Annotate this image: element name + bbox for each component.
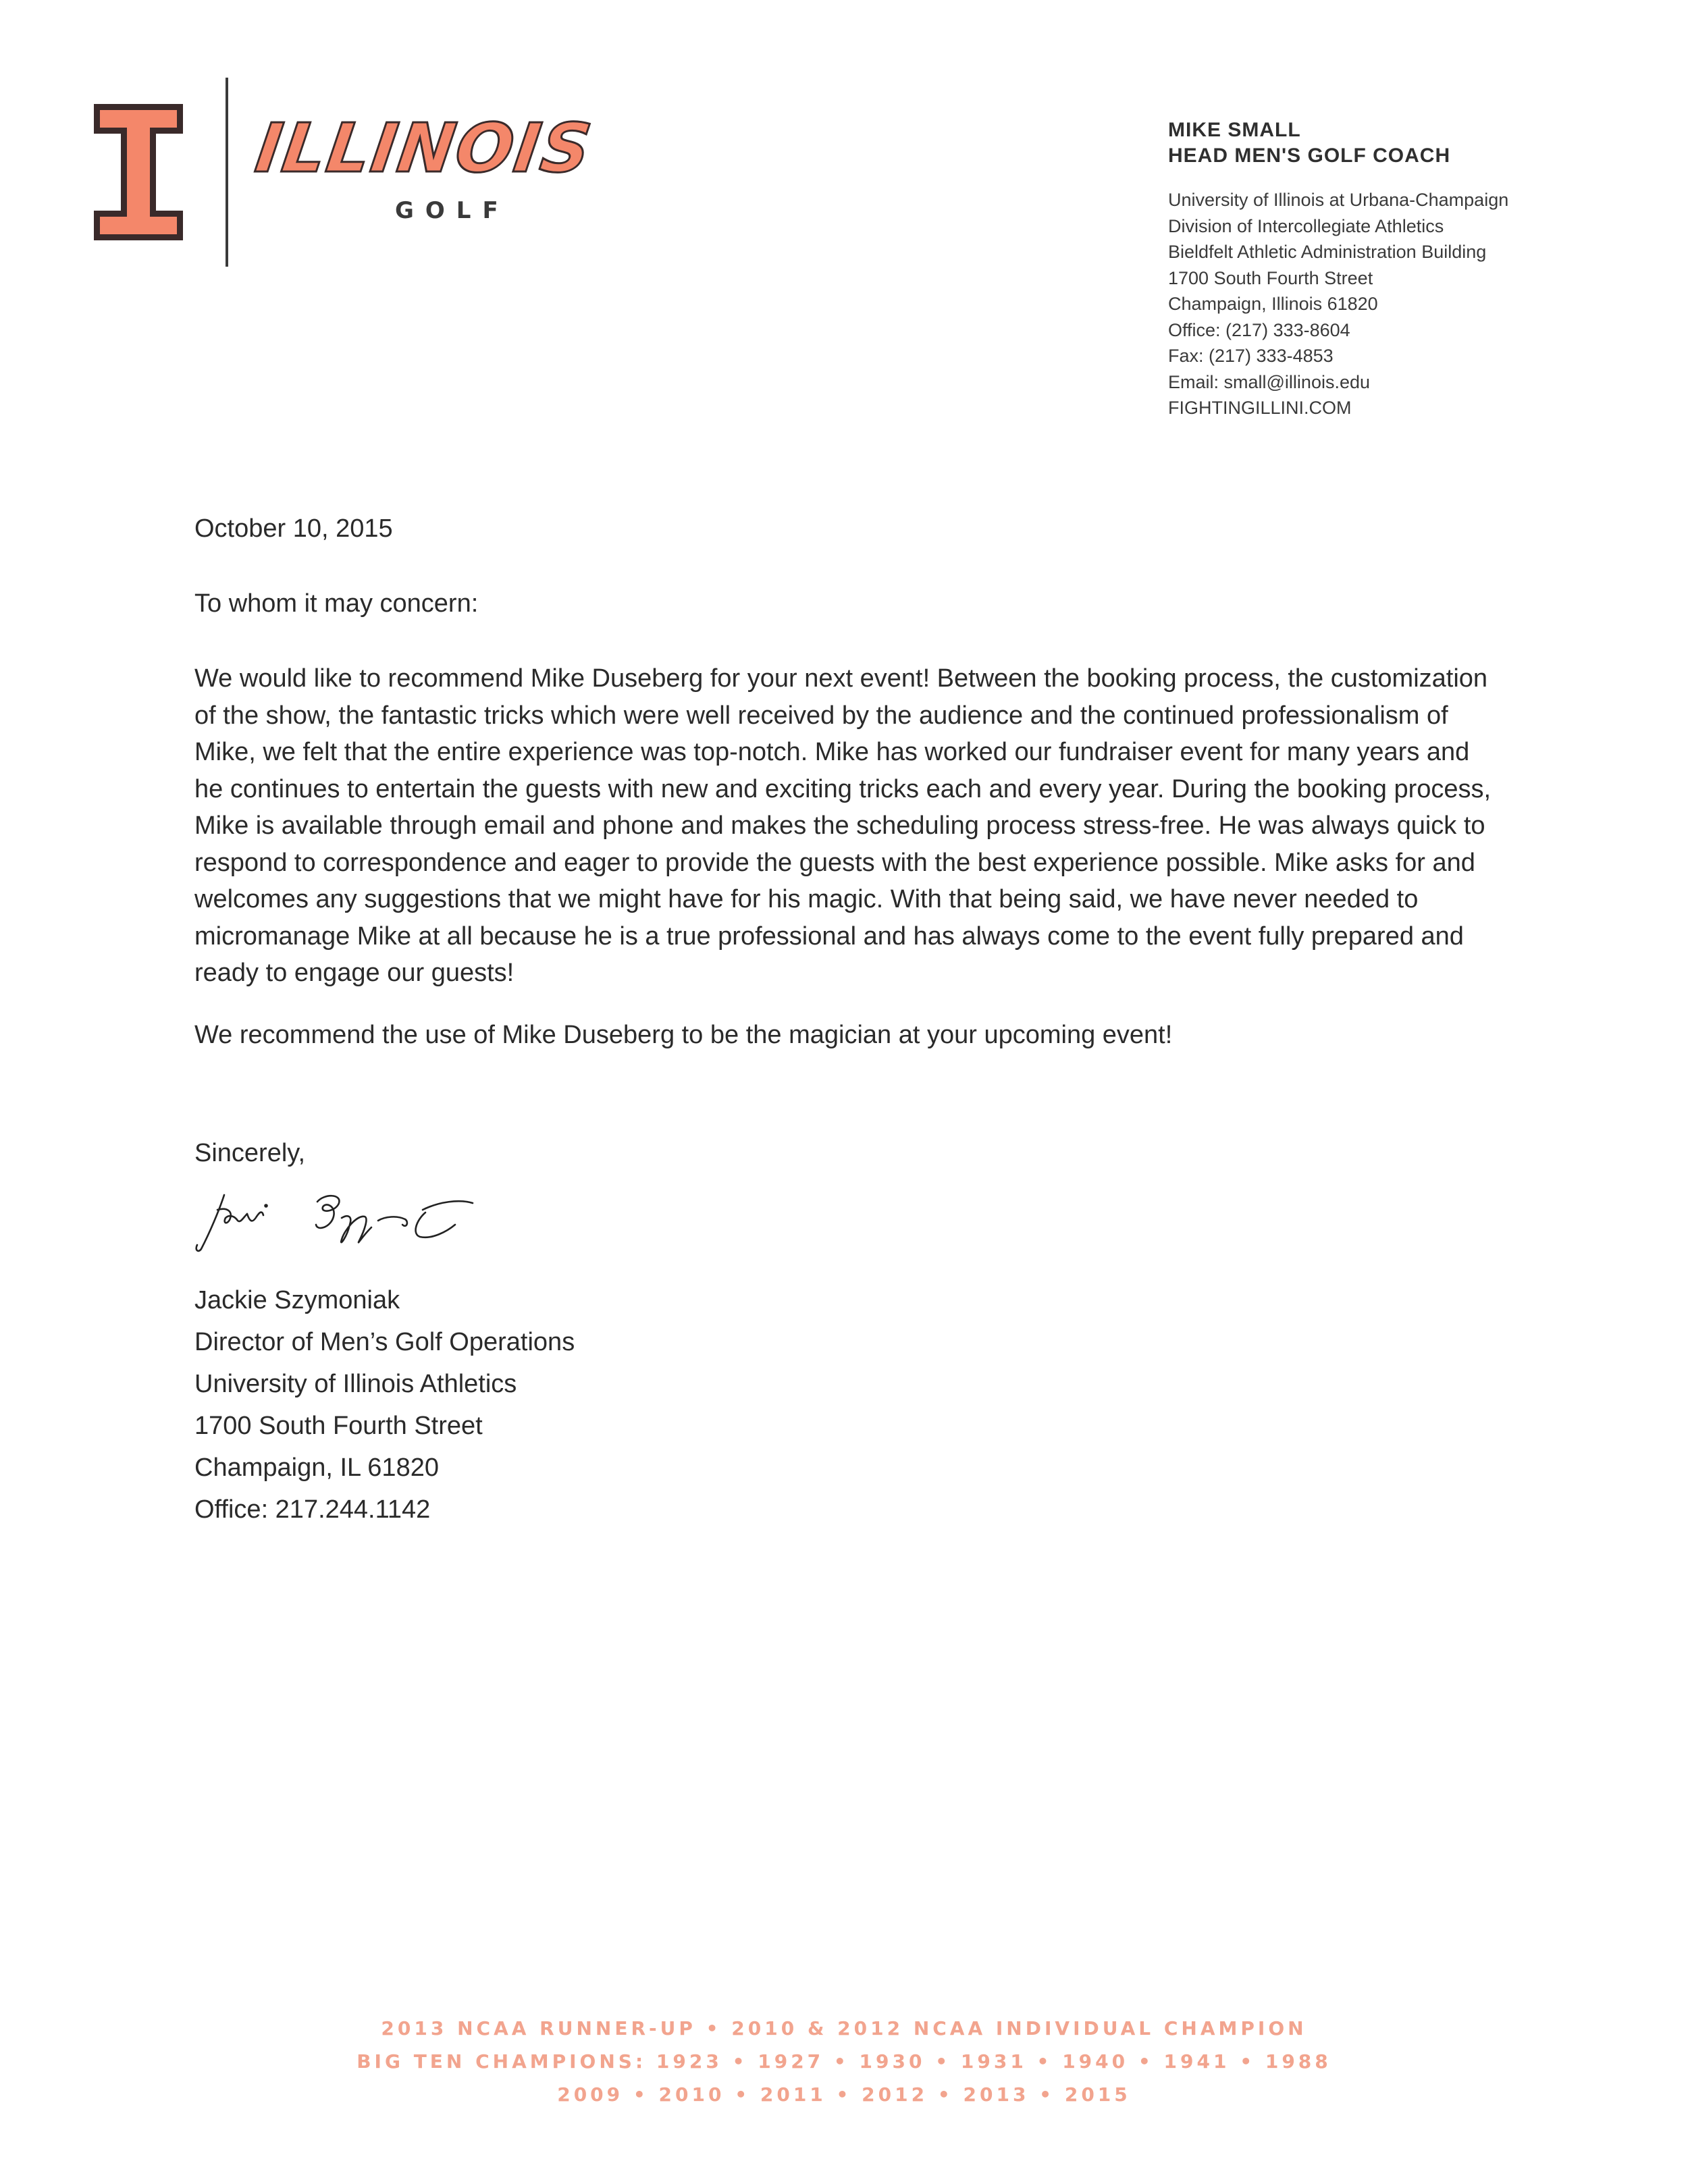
- sport-label: GOLF: [395, 197, 510, 224]
- signer-organization: University of Illinois Athletics: [194, 1370, 517, 1398]
- address-line: Division of Intercollegiate Athletics: [1168, 215, 1444, 236]
- address-line: 1700 South Fourth Street: [1168, 267, 1373, 288]
- coach-name: MIKE SMALL: [1168, 119, 1301, 141]
- address-line: Bieldfelt Athletic Administration Building: [1168, 242, 1487, 262]
- signer-title: Director of Men’s Golf Operations: [194, 1328, 575, 1356]
- signer-street: 1700 South Fourth Street: [194, 1412, 483, 1440]
- closing: Sincerely,: [194, 1139, 306, 1167]
- footer-honors-line-2: BIG TEN CHAMPIONS: 1923 • 1927 • 1930 • 1931 • 1940 • 1941 • 1988: [357, 2050, 1331, 2073]
- address-line: FIGHTINGILLINI.COM: [1168, 398, 1352, 418]
- letter-date: October 10, 2015: [194, 514, 393, 543]
- signer-city: Champaign, IL 61820: [194, 1454, 439, 1482]
- signature-block: [194, 1279, 575, 1530]
- logo-divider: [226, 78, 228, 267]
- footer-honors-line-3: 2009 • 2010 • 2011 • 2012 • 2013 • 2015: [557, 2083, 1131, 2106]
- address-line: Email: small@illinois.edu: [1168, 371, 1371, 392]
- coach-title: HEAD MEN'S GOLF COACH: [1168, 144, 1451, 167]
- illinois-wordmark: ILLINOIS: [250, 109, 598, 188]
- address-line: Office: (217) 333-8604: [1168, 319, 1350, 340]
- body-paragraph-2: We recommend the use of Mike Duseberg to be the magician at your upcoming event!: [194, 1021, 1173, 1049]
- footer-honors-line-1: 2013 NCAA RUNNER-UP • 2010 & 2012 NCAA INDIVIDUAL CHAMPION: [381, 2017, 1307, 2040]
- signer-name: Jackie Szymoniak: [194, 1286, 400, 1314]
- address-line: Fax: (217) 333-4853: [1168, 346, 1334, 366]
- address-line: Champaign, Illinois 61820: [1168, 294, 1378, 314]
- signer-office-phone: Office: 217.244.1142: [194, 1495, 431, 1524]
- body-paragraph-1: We would like to recommend Mike Duseberg for your next event! Between the booking process, the customization of the show, the fantastic tricks which were well received by the audience and the continued professionalism of Mike, we felt that the entire experience was top-notch. Mike has worked our fundraiser event for many years and he continues to entertain the guests with new and exciting tricks each and every year. During the booking process, Mike is available through email and phone and makes the scheduling process stress-free. He was always quick to respond to correspondence and eager to provide the guests with the best experience possible. Mike asks for and welcomes any suggestions that we might have for his magic. With that being said, we have never needed to micromanage Mike at all because he is a true professional and has always come to the event fully prepared and ready to engage our guests!: [194, 664, 1492, 987]
- handwritten-signature: [182, 1183, 486, 1257]
- address-line: University of Illinois at Urbana-Champaign: [1168, 190, 1509, 210]
- letterhead-address: [1168, 187, 1508, 421]
- illinois-block-i-logo: [91, 101, 186, 243]
- salutation: To whom it may concern:: [194, 589, 479, 618]
